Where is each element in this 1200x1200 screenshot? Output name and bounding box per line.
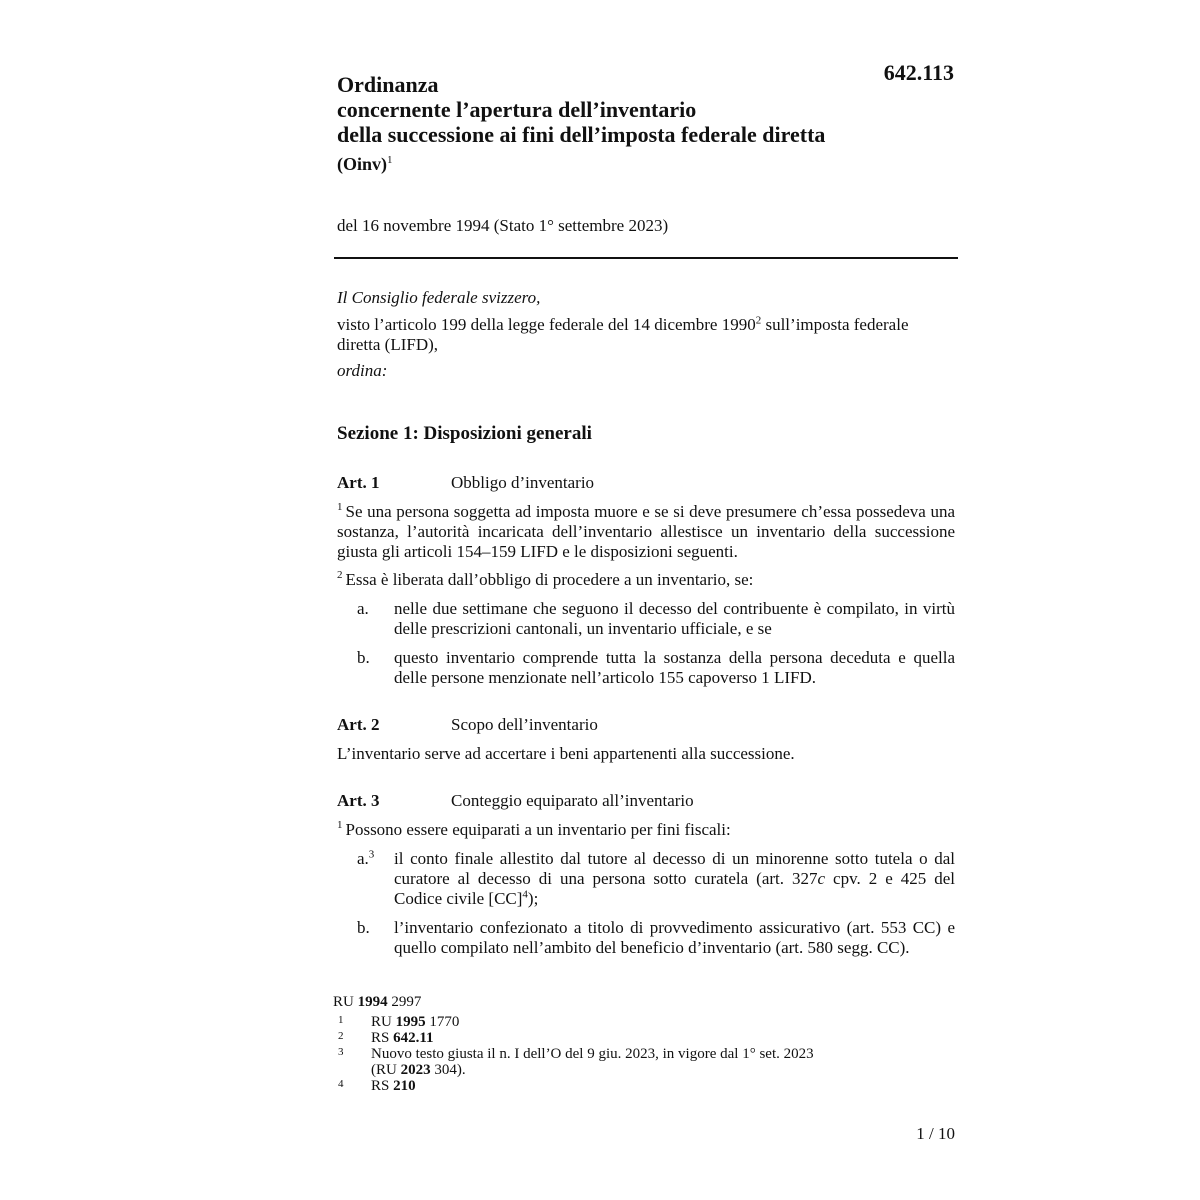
preamble-authority: Il Consiglio federale svizzero,: [337, 288, 541, 307]
section-1-title: Sezione 1: Disposizioni generali: [337, 423, 592, 444]
list-item-letter: a.: [357, 849, 369, 868]
art-3-paragraph-1: [337, 820, 955, 840]
abbreviation: [337, 154, 393, 175]
title-line-1: Ordinanza: [337, 72, 439, 97]
paragraph-number: 1: [337, 819, 343, 832]
fn-text-c: 1770: [425, 1014, 460, 1030]
header-divider: [334, 257, 958, 259]
art-1-paragraph-1: [337, 502, 955, 562]
list-item-label: b.: [357, 918, 370, 937]
fn-text-b: 1995: [395, 1014, 426, 1030]
art-3-paragraph-1-text: Possono essere equiparati a un inventario per fini fiscali:: [345, 820, 731, 839]
paragraph-number: 1: [337, 501, 343, 514]
art-2-title: Scopo dell’inventario: [451, 715, 598, 734]
document-title: [337, 72, 897, 147]
item-a-letter-c: c: [817, 869, 826, 888]
item-a-text-3: );: [527, 889, 539, 908]
footnote-number: 2: [338, 1030, 344, 1042]
footnote-4: [333, 1078, 953, 1094]
fn-text-a: (RU: [371, 1062, 401, 1078]
footnote-ref-4[interactable]: 4: [522, 888, 528, 901]
fn-text-a: RS: [371, 1078, 394, 1094]
footnote-text: [371, 1030, 951, 1046]
list-item-text: nelle due settimane che seguono il decesso del contribuente è compilato, in virtù delle prescrizioni cantonali, un inventario ufficiale, e se: [394, 599, 955, 638]
footnote-text: [371, 1014, 951, 1030]
fn-text-line1: Nuovo testo giusta il n. I dell’O del 9 giu. 2023, in vigore dal 1° set. 2023: [371, 1046, 814, 1062]
ru-page: 2997: [387, 994, 422, 1010]
art-1-number: Art. 1: [337, 473, 380, 492]
art-3-heading: [337, 791, 694, 811]
paragraph-number: 2: [337, 569, 343, 582]
footnote-number: 1: [338, 1014, 344, 1026]
list-item-label: b.: [357, 648, 370, 667]
art-1-paragraph-2-text: Essa è liberata dall’obbligo di procedere a un inventario, se:: [345, 570, 754, 589]
preamble-visto-text-b: sull’imposta federale diretta (LIFD),: [337, 315, 909, 354]
art-1-heading: [337, 473, 594, 493]
fn-text-b: 642.11: [393, 1030, 434, 1046]
art-1-paragraph-1-text: Se una persona soggetta ad imposta muore e se si deve presumere ch’essa possedeva una sostanza, l’autorità incaricata dell’inventario allestisce un inventario della successione giusta gli articoli 154–159 LIFD e le disposizioni seguenti.: [337, 502, 955, 561]
sr-number: 642.113: [883, 60, 954, 85]
preamble-ordina: ordina:: [337, 361, 388, 380]
list-item-text: l’inventario confezionato a titolo di provvedimento assicurativo (art. 553 CC) e quello compilato nell’ambito del beneficio d’inventario (art. 580 segg. CC).: [394, 918, 955, 957]
list-item-label: [357, 849, 393, 869]
page-number: 1 / 10: [916, 1124, 955, 1143]
footnote-text: [371, 1078, 951, 1094]
list-item-text: questo inventario comprende tutta la sostanza della persona deceduta e quella delle persone menzionate nell’articolo 155 capoverso 1 LIFD.: [394, 648, 955, 687]
official-compilation-ref: [333, 994, 953, 1014]
preamble-visto: [337, 315, 955, 355]
art-2-heading: [337, 715, 598, 735]
art-3-title: Conteggio equiparato all’inventario: [451, 791, 694, 810]
ru-year: 1994: [357, 994, 388, 1010]
abbreviation-text: (Oinv): [337, 154, 388, 174]
ru-prefix: RU: [333, 994, 358, 1010]
footnote-text: [371, 1046, 951, 1078]
footnotes: [333, 994, 953, 1094]
title-line-2: concernente l’apertura dell’inventario: [337, 97, 697, 122]
footnote-ref-1[interactable]: 1: [387, 154, 393, 166]
preamble-visto-text-a: visto l’articolo 199 della legge federale del 14 dicembre 1990: [337, 315, 756, 334]
fn-text-a: RU: [371, 1014, 396, 1030]
fn-text-b: 2023: [400, 1062, 431, 1078]
fn-text-b: 210: [393, 1078, 416, 1094]
footnote-3: [333, 1046, 953, 1078]
footnote-ref-2[interactable]: 2: [755, 314, 762, 327]
footnote-number: 4: [338, 1078, 344, 1090]
title-line-3: della successione ai fini dell’imposta federale diretta: [337, 122, 826, 147]
item-a-text-2: cpv. 2 e 425 del Codice civile [CC]: [394, 869, 955, 908]
art-1-title: Obbligo d’inventario: [451, 473, 595, 492]
list-item-text: [394, 849, 955, 909]
list-item-label: a.: [357, 599, 369, 618]
footnote-ref-3[interactable]: 3: [368, 848, 375, 861]
document-date: del 16 novembre 1994 (Stato 1° settembre 2023): [337, 216, 669, 235]
fn-text-a: RS: [371, 1030, 394, 1046]
art-2-number: Art. 2: [337, 715, 380, 734]
art-1-paragraph-2: [337, 570, 955, 590]
footnote-1: [333, 1014, 953, 1030]
item-a-text-1: il conto finale allestito dal tutore al decesso di un minorenne sotto tutela o dal curatore al decesso di una persona sotto curatela (art. 327: [394, 849, 955, 888]
art-3-number: Art. 3: [337, 791, 380, 810]
fn-text-c: 304).: [430, 1062, 466, 1078]
footnote-number: 3: [338, 1046, 344, 1058]
art-2-text: L’inventario serve ad accertare i beni appartenenti alla successione.: [337, 744, 795, 763]
footnote-2: [333, 1030, 953, 1046]
